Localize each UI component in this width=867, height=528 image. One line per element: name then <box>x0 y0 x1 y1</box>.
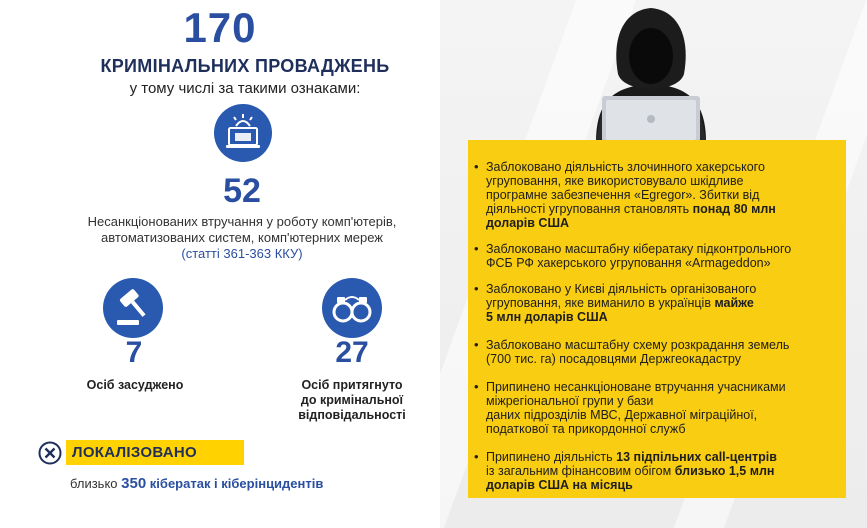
hacker-icon <box>556 4 746 142</box>
prosecuted-label <box>282 378 422 423</box>
page-title: КРИМІНАЛЬНИХ ПРОВАДЖЕНЬ <box>100 56 390 76</box>
item-bold: понад 80 млн <box>692 202 776 216</box>
item-line <box>486 450 836 464</box>
item-text: діяльності угруповання становлять <box>486 202 690 216</box>
item-line <box>486 202 836 216</box>
item-text: Припинено діяльність <box>486 450 613 464</box>
interference-line-1: Несанкціонованих втручання у роботу комп'ютерів, <box>87 214 397 229</box>
localized-suffix: кібератак і кіберінцидентів <box>149 476 324 491</box>
item-line <box>486 478 836 492</box>
convicted-number: 7 <box>125 336 143 369</box>
item-line: • Припинено несанкціоноване втручання учасниками <box>486 380 786 394</box>
localized-number: 350 <box>121 475 147 492</box>
item-line: податкової та прикордонної служб <box>486 422 686 436</box>
list-item <box>486 338 836 366</box>
localized-badge <box>66 440 244 465</box>
list-item <box>486 160 836 230</box>
prosecuted-label-line-2: до кримінальної <box>300 393 404 407</box>
item-bold: 13 підпільних call-центрів <box>616 450 777 464</box>
list-item <box>486 242 836 270</box>
localized-prefix: близько <box>70 476 118 491</box>
convicted-label: Осіб засуджено <box>86 378 184 392</box>
localized-badge-text: ЛОКАЛІЗОВАНО <box>72 444 197 461</box>
item-line: • Заблоковано масштабну схему розкрадання земель <box>486 338 790 352</box>
item-bold: доларів США <box>486 216 570 230</box>
item-line: даних підрозділів МВС, Державної міграційної, <box>486 408 758 422</box>
item-line <box>486 464 836 478</box>
item-line: ФСБ РФ хакерського угруповання «Armageddon» <box>486 256 771 270</box>
item-line: (700 тис. га) посадовцями Держгеокадастру <box>486 352 741 366</box>
list-item <box>486 380 836 436</box>
item-line: програмне забезпечення «Egregor». Збитки від <box>486 188 760 202</box>
item-line: • Заблоковано у Києві діяльність організованого <box>486 282 757 296</box>
prosecuted-label-line-3: відповідальності <box>298 408 406 422</box>
item-bold: близько 1,5 млн <box>674 464 775 478</box>
interference-description <box>40 214 444 262</box>
localized-summary <box>70 475 323 492</box>
item-line: • Заблоковано діяльність злочинного хакерського <box>486 160 765 174</box>
interference-articles: (статті 361-363 ККУ) <box>181 246 303 261</box>
page-subtitle: у тому числі за такими ознаками: <box>129 80 361 97</box>
gavel-icon <box>103 278 163 338</box>
prosecuted-number: 27 <box>335 336 369 369</box>
item-line: угруповання, яке використовувало шкідливе <box>486 174 744 188</box>
interference-number: 52 <box>223 172 261 210</box>
item-line: • Заблоковано масштабну кібератаку підконтрольного <box>486 242 792 256</box>
item-text: із загальним фінансовим обігом <box>486 464 672 478</box>
list-item <box>486 450 836 492</box>
item-line <box>486 296 836 310</box>
interference-line-2: автоматизованих систем, комп'ютерних мереж <box>100 230 384 245</box>
handcuffs-icon <box>322 278 382 338</box>
list-item <box>486 282 836 324</box>
item-line <box>486 216 836 230</box>
item-text: угруповання, яке виманило в українців <box>486 296 711 310</box>
prosecuted-label-line-1: Осіб притягнуто <box>301 378 403 392</box>
item-line: міжрегіональної групи у бази <box>486 394 654 408</box>
computer-alarm-icon <box>214 104 272 162</box>
total-cases-number: 170 <box>183 4 257 51</box>
achievements-panel <box>468 140 846 498</box>
item-line <box>486 310 836 324</box>
item-bold: 5 млн доларів США <box>486 310 608 324</box>
close-circle-icon <box>38 441 62 465</box>
item-bold: майже <box>714 296 754 310</box>
item-bold: доларів США на місяць <box>486 478 633 492</box>
